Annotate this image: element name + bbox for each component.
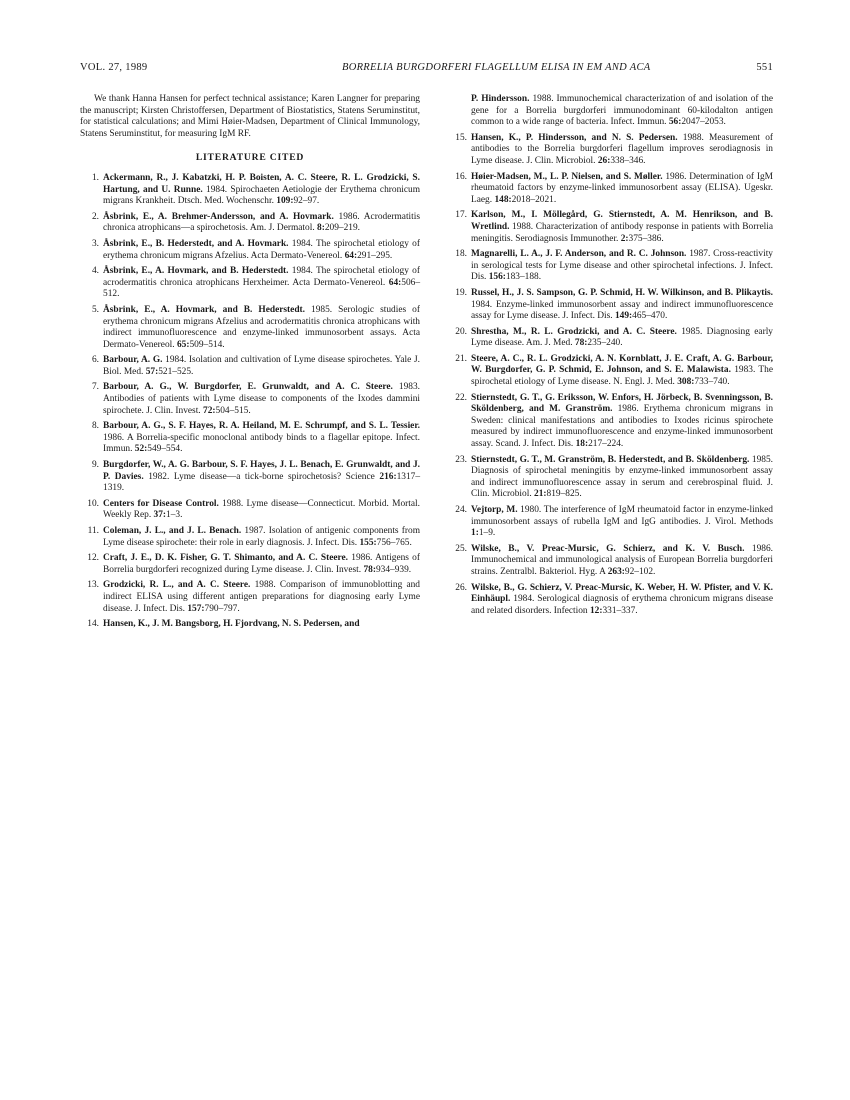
reference-volume: 64: xyxy=(344,250,358,261)
reference-authors: Ackermann, R., J. Kabatzki, H. P. Boisten, A. C. Steere, R. L. Grodzicki, S. Hartung, and U. Runne. xyxy=(103,172,420,195)
reference-text: 1985. Serologic studies of erythema chronicum migrans Afzelius and acrodermatitis chronica atrophicans with indirect immunofluorescence and enzyme-linked immunosorbent assays. Acta Dermato-Venereol. xyxy=(103,304,420,350)
reference-item xyxy=(80,212,420,235)
reference-list-right xyxy=(448,133,773,618)
reference-pages: 338–346. xyxy=(610,155,646,166)
reference-pages: 733–740. xyxy=(694,377,730,388)
reference-item xyxy=(80,421,420,456)
reference-text: 1983. Antibodies of patients with Lyme disease to components of the Ixodes dammini spirochete. J. Clin. Invest. xyxy=(103,382,420,416)
reference-item xyxy=(448,505,773,540)
reference-pages: 92–102. xyxy=(624,566,656,577)
reference-item xyxy=(448,583,773,618)
reference-number: 17. xyxy=(455,210,467,221)
running-title: BORRELIA BURGDORFERI FLAGELLUM ELISA IN EM AND ACA xyxy=(342,62,651,73)
reference-volume: 149: xyxy=(614,311,633,322)
reference-item xyxy=(448,210,773,245)
reference-item xyxy=(448,249,773,284)
reference-item xyxy=(80,619,420,631)
reference-pages: 756–765. xyxy=(376,537,412,548)
reference-text: 1986. Antigens of Borrelia burgdorferi recognized during Lyme disease. J. Clin. Invest. xyxy=(103,553,420,575)
reference-authors: Barbour, A. G., W. Burgdorfer, E. Grunwaldt, and A. C. Steere. xyxy=(103,382,393,393)
reference-item xyxy=(448,544,773,579)
reference-authors: Vejtorp, M. xyxy=(471,505,518,515)
reference-pages: 2018–2021. xyxy=(511,194,557,205)
reference-volume: 18: xyxy=(575,439,589,450)
reference-item xyxy=(80,460,420,495)
reference-text: 1984. Enzyme-linked immunosorbent assay and indirect immunofluorescence assay for Lyme disease. J. Infect. Dis. xyxy=(471,299,773,322)
reference-number: 10. xyxy=(87,498,99,509)
reference-volume: 308: xyxy=(677,377,695,388)
reference-authors: Russel, H., J. S. Sampson, G. P. Schmid, H. W. Wilkinson, and B. Plikaytis. xyxy=(471,287,773,298)
reference-volume: 156: xyxy=(488,272,506,283)
reference-authors: Craft, J. E., D. K. Fisher, G. T. Shimanto, and A. C. Steere. xyxy=(103,553,349,564)
reference-pages: 934–939. xyxy=(375,564,412,575)
reference-item xyxy=(448,133,773,168)
section-title: LITERATURE CITED xyxy=(195,152,305,164)
reference-authors: Steere, A. C., R. L. Grodzicki, A. N. Kornblatt, J. E. Craft, A. G. Barbour, W. Burgdorfer, G. P. Schmid, E. Johnson, and S. E. Malawista. xyxy=(471,353,773,376)
reference-item xyxy=(80,553,420,576)
reference-pages: 819–825. xyxy=(546,489,582,500)
reference-number: 14. xyxy=(87,619,99,630)
reference-item xyxy=(80,499,420,522)
reference-text: 1980. The interference of IgM rheumatoid factor in enzyme-linked immunosorbent assays of rubella IgM and IgG antibodies. J. Virol. Methods xyxy=(471,505,773,527)
reference-text: 1987. Isolation of antigenic components from Lyme disease spirochete: their role in early diagnosis. J. Infect. Dis. xyxy=(103,526,420,548)
reference-number: 11. xyxy=(87,526,99,536)
reference-volume: 78: xyxy=(574,338,588,349)
reference-item xyxy=(448,327,773,350)
reference-volume: 155: xyxy=(359,537,377,548)
reference-volume: 57: xyxy=(145,366,159,377)
reference-number: 8. xyxy=(91,421,99,432)
reference-item xyxy=(80,355,420,378)
reference-item xyxy=(80,239,420,262)
reference-volume: 52: xyxy=(134,444,148,455)
reference-number: 23. xyxy=(455,454,467,465)
reference-volume: 37: xyxy=(153,510,167,521)
reference-volume: 65: xyxy=(176,339,190,350)
reference-authors: P. Hindersson. xyxy=(471,94,530,104)
reference-text: 1982. Lyme disease—a tick-borne spirochetosis? Science xyxy=(143,471,380,482)
reference-authors: Centers for Disease Control. xyxy=(103,498,219,509)
reference-authors: Magnarelli, L. A., J. F. Anderson, and R. C. Johnson. xyxy=(471,249,687,260)
reference-volume: 109: xyxy=(276,196,294,207)
reference-number: 22. xyxy=(455,392,467,403)
reference-volume: 21: xyxy=(534,489,547,500)
reference-pages: 465–470. xyxy=(632,311,668,322)
acknowledgments: We thank Hanna Hansen for perfect technical assistance; Karen Langner for preparing the manuscript; Kirsten Christoffersen, Department of Biostatistics, Statens Seruminstitut, for statistical calculations; and Mimi Høier-Madsen, Department of Clinical Immunology, Statens Seruminstitut, for measuring IgM RF. xyxy=(80,94,420,139)
reference-pages: 92–97. xyxy=(293,196,320,207)
reference-text: 1985. Diagnosing early Lyme disease. Am. J. Med. xyxy=(471,326,773,349)
reference-number: 1. xyxy=(91,172,99,183)
reference-pages: 506–512. xyxy=(103,277,420,300)
reference-authors: Hansen, K., P. Hindersson, and N. S. Pedersen. xyxy=(471,132,678,143)
reference-text: 1984. The spirochetal etiology of acrodermatitis chronica atrophicans Herxheimer. Acta Dermato-Venereol. xyxy=(103,266,420,288)
reference-volume: 72: xyxy=(203,405,216,416)
reference-number: 16. xyxy=(455,171,467,182)
reference-text: 1988. Measurement of antibodies to the Borrelia burgdorferi flagellum improves serodiagnosis in Lyme disease. J. Clin. Microbiol. xyxy=(471,132,773,166)
reference-item xyxy=(80,173,420,208)
reference-item xyxy=(80,266,420,301)
reference-item xyxy=(80,526,420,549)
reference-item xyxy=(448,455,773,501)
reference-authors: Stiernstedt, G. T., M. Granström, B. Hederstedt, and B. Sköldenberg. xyxy=(471,454,750,465)
reference-item xyxy=(448,393,773,451)
reference-authors: Åsbrink, E., A. Hovmark, and B. Hederstedt. xyxy=(103,304,306,315)
reference-item xyxy=(448,354,773,389)
reference-authors: Burgdorfer, W., A. G. Barbour, S. F. Hayes, J. L. Benach, E. Grunwaldt, and J. P. Davies. xyxy=(103,460,420,482)
reference-pages: 1317–1319. xyxy=(103,471,420,494)
reference-pages: 790–797. xyxy=(204,603,240,614)
reference-pages: 1–9. xyxy=(478,528,496,539)
reference-text: 1986. Erythema chronicum migrans in Sweden: clinical manifestations and antibodies to Ixodes ricinus spirochete measured by indirect immunofluorescence and enzyme-linked immunosorbent assay. Scand. J. Infect. Dis. xyxy=(471,404,774,450)
reference-volume: 26: xyxy=(597,155,611,166)
reference-volume: 216: xyxy=(379,471,397,482)
reference-number: 15. xyxy=(455,132,467,143)
reference-text: 1986. Immunochemical and immunological analysis of European Borrelia burgdorferi strains. Zentralbl. Bakteriol. Hyg. A xyxy=(471,543,774,577)
reference-text: 1986. Acrodermatitis chronica atrophicans—a spirochetosis. Am. J. Dermatol. xyxy=(103,211,421,234)
reference-number: 19. xyxy=(455,287,467,298)
reference-number: 3. xyxy=(91,238,99,249)
reference-list-left xyxy=(80,173,420,631)
reference-volume: 148: xyxy=(494,194,512,205)
reference-number: 24. xyxy=(455,505,467,515)
reference-volume: 157: xyxy=(187,603,205,614)
reference-volume: 8: xyxy=(317,223,325,234)
reference-pages: 1–3. xyxy=(166,510,183,521)
reference-text: 1988. Characterization of antibody response in patients with Borrelia meningitis. Serodiagnosis Immunother. xyxy=(471,221,773,244)
left-column xyxy=(80,94,420,635)
reference-volume: 56: xyxy=(668,117,682,128)
reference-pages: 549–554. xyxy=(147,444,183,455)
reference-pages: 235–240. xyxy=(587,338,623,349)
reference-volume: 263: xyxy=(607,566,625,577)
reference-pages: 217–224. xyxy=(588,439,624,450)
reference-text: 1988. Immunochemical characterization of and isolation of the gene for a Borrelia burgdorferi immunodominant 60-kilodalton antigen common to a wide range of bacteria. Infect. Immun. xyxy=(471,94,773,128)
reference-authors: Hansen, K., J. M. Bangsborg, H. Fjordvang, N. S. Pedersen, and xyxy=(103,619,360,630)
reference-text: 1988. Comparison of immunoblotting and indirect ELISA using different antigen preparations for diagnosing early Lyme disease. J. Infect. Dis. xyxy=(103,580,420,614)
reference-pages: 509–514. xyxy=(189,339,225,350)
reference-text: 1987. Cross-reactivity in serological tests for Lyme disease and other spirochetal infections. J. Infect. Dis. xyxy=(471,249,773,283)
reference-number: 6. xyxy=(91,355,99,366)
reference-item xyxy=(80,305,420,351)
reference-number: 21. xyxy=(455,353,467,364)
reference-number: 25. xyxy=(455,543,467,554)
reference-pages: 375–386. xyxy=(628,233,664,244)
reference-text: 1988. Lyme disease—Connecticut. Morbid. Mortal. Weekly Rep. xyxy=(103,498,420,521)
reference-volume: 12: xyxy=(589,605,603,616)
reference-text: 1984. The spirochetal etiology of erythema chronicum migrans Afzelius. Acta Dermato-Venereol. xyxy=(103,238,420,261)
reference-pages: 209–219. xyxy=(324,223,360,234)
reference-authors: Åsbrink, E., B. Hederstedt, and A. Hovmark. xyxy=(103,238,289,249)
reference-text: 1984. Spirochaeten Aetiologie der Erythema chronicum migrans Krankheit. Dtsch. Med. Wochenschr. xyxy=(103,184,420,207)
reference-authors: Wilske, B., G. Schierz, V. Preac-Mursic, K. Weber, H. W. Pfister, and V. K. Einhäupl. xyxy=(471,582,773,605)
reference-authors: Grodzicki, R. L., and A. C. Steere. xyxy=(103,580,251,591)
reference-pages: 331–337. xyxy=(602,605,638,616)
reference-text: 1986. Determination of IgM rheumatoid factors by enzyme-linked immunosorbent assay (ELISA). Ugeskr. Laeg. xyxy=(471,171,773,205)
reference-authors: Karlson, M., I. Möllegård, G. Stiernstedt, A. M. Henrikson, and B. Wretlind. xyxy=(471,210,773,232)
reference-item xyxy=(80,382,420,417)
reference-authors: Wilske, B., V. Preac-Mursic, G. Schierz, and K. V. Busch. xyxy=(471,543,745,554)
reference-number: 5. xyxy=(91,304,99,315)
reference-pages: 2047–2053. xyxy=(681,117,726,128)
volume-label: VOL. 27, 1989 xyxy=(80,62,148,73)
reference-authors: Åsbrink, E., A. Brehmer-Andersson, and A. Hovmark. xyxy=(103,211,334,222)
reference-item xyxy=(448,288,773,323)
reference-volume: 78: xyxy=(363,564,376,575)
reference-text: 1983. The spirochetal etiology of Lyme disease. N. Engl. J. Med. xyxy=(471,365,773,388)
reference-number: 7. xyxy=(91,382,99,393)
reference-number: 9. xyxy=(91,460,99,471)
reference-volume: 64: xyxy=(388,277,402,288)
reference-number: 12. xyxy=(87,553,99,564)
reference-text: 1985. Diagnosis of spirochetal meningitis by enzyme-linked immunosorbent assay and indirect immunofluorescence assay in serum and cerebrospinal fluid. J. Clin. Microbiol. xyxy=(471,454,773,500)
reference-number: 18. xyxy=(455,249,467,260)
reference-number: 26. xyxy=(455,582,467,593)
reference-pages: 521–525. xyxy=(158,366,194,377)
reference-pages: 291–295. xyxy=(357,250,393,261)
reference-authors: Stiernstedt, G. T., G. Eriksson, W. Enfors, H. Jörbeck, B. Svenningsson, B. Sköldenberg, and M. Granström. xyxy=(471,392,773,415)
reference-item xyxy=(80,580,420,615)
reference-authors: Høier-Madsen, M., L. P. Nielsen, and S. Møller. xyxy=(471,171,663,182)
reference-authors: Shrestha, M., R. L. Grodzicki, and A. C. Steere. xyxy=(471,326,677,337)
reference-item xyxy=(448,172,773,207)
reference-text: 1984. Serological diagnosis of erythema chronicum migrans disease and related disorders. Infection xyxy=(471,594,773,616)
reference-pages: 183–188. xyxy=(505,272,542,283)
reference-continuation xyxy=(448,94,773,129)
page-number: 551 xyxy=(756,62,773,73)
reference-text: 1984. Isolation and cultivation of Lyme disease spirochetes. Yale J. Biol. Med. xyxy=(103,355,421,377)
running-header xyxy=(80,62,773,76)
right-column xyxy=(448,94,773,621)
reference-authors: Barbour, A. G. xyxy=(103,355,163,366)
reference-number: 4. xyxy=(91,266,99,277)
reference-volume: 2: xyxy=(620,233,629,244)
reference-authors: Åsbrink, E., A. Hovmark, and B. Hederstedt. xyxy=(103,266,289,277)
reference-volume: 1: xyxy=(471,528,479,539)
reference-number: 2. xyxy=(91,211,99,222)
reference-pages: 504–515. xyxy=(215,405,251,416)
reference-text: 1986. A Borrelia-specific monoclonal antibody binds to a flagellar epitope. Infect. Immun. xyxy=(103,432,420,455)
reference-authors: Barbour, A. G., S. F. Hayes, R. A. Heiland, M. E. Schrumpf, and S. L. Tessier. xyxy=(103,421,420,432)
reference-number: 13. xyxy=(87,580,99,591)
reference-authors: Coleman, J. L., and J. L. Benach. xyxy=(103,526,242,536)
reference-number: 20. xyxy=(455,326,467,337)
